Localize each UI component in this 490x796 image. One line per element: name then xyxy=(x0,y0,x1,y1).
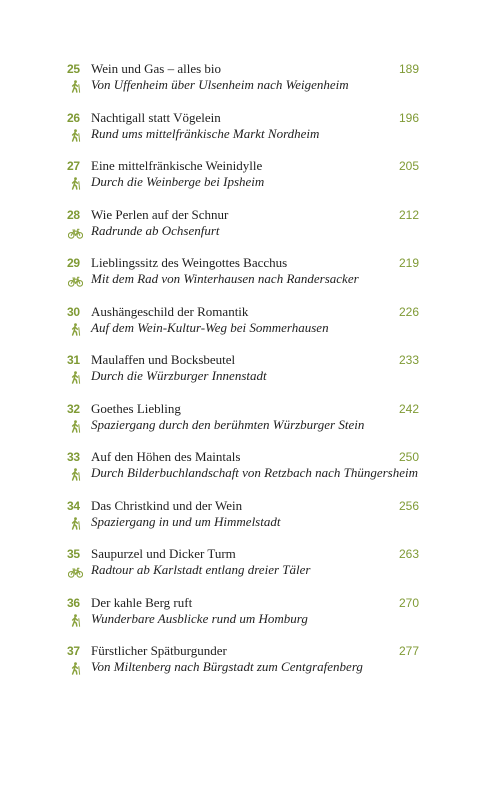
tour-number: 33 xyxy=(67,450,80,464)
tour-number: 25 xyxy=(67,62,80,76)
hiking-icon xyxy=(68,129,82,142)
tour-subtitle: Durch die Würzburger Innenstadt xyxy=(91,368,267,383)
page-number: 270 xyxy=(398,595,419,610)
tour-subtitle: Von Miltenberg nach Bürgstadt zum Centgrafenberg xyxy=(91,659,363,674)
tour-subtitle: Spaziergang in und um Himmelstadt xyxy=(91,513,281,529)
toc-entry[interactable] xyxy=(0,644,490,693)
tour-subtitle: Spaziergang durch den berühmten Würzburger Stein xyxy=(91,416,365,432)
toc-entry[interactable] xyxy=(0,62,490,111)
toc-entry[interactable] xyxy=(0,499,490,548)
hiking-icon xyxy=(68,371,82,384)
tour-number: 37 xyxy=(67,644,80,658)
toc-entry[interactable] xyxy=(0,305,490,354)
hiking-icon xyxy=(68,662,82,675)
toc-entry[interactable] xyxy=(0,256,490,305)
tour-number: 34 xyxy=(67,498,80,513)
tour-title: Aushängeschild der Romantik xyxy=(91,303,249,319)
tour-subtitle: Mit dem Rad von Winterhausen nach Randersacker xyxy=(91,271,359,286)
tour-number: 35 xyxy=(67,547,80,561)
hiking-icon xyxy=(68,323,82,336)
bicycle-icon xyxy=(68,274,82,287)
page-number: 250 xyxy=(398,450,419,464)
page-number: 196 xyxy=(398,110,419,125)
tour-number: 32 xyxy=(67,401,80,416)
tour-number: 27 xyxy=(67,159,80,173)
tour-title: Das Christkind und der Wein xyxy=(91,497,243,513)
tour-number: 36 xyxy=(67,595,80,610)
hiking-icon xyxy=(68,614,82,627)
tour-subtitle: Radtour ab Karlstadt entlang dreier Täler xyxy=(91,562,311,577)
tour-subtitle: Durch Bilderbuchlandschaft von Retzbach nach Thüngersheim xyxy=(91,465,418,480)
page-number: 256 xyxy=(398,498,419,513)
page-number: 277 xyxy=(398,644,419,658)
tour-subtitle: Auf dem Wein-Kultur-Weg bei Sommerhausen xyxy=(91,319,329,335)
hiking-icon xyxy=(68,420,82,433)
toc-entry[interactable] xyxy=(0,208,490,257)
toc-entry[interactable] xyxy=(0,596,490,645)
toc-entry[interactable] xyxy=(0,547,490,596)
tour-title: Maulaffen und Bocksbeutel xyxy=(91,352,236,367)
page-number: 242 xyxy=(398,401,419,416)
tour-subtitle: Wunderbare Ausblicke rund um Homburg xyxy=(91,610,308,626)
tour-title: Nachtigall statt Vögelein xyxy=(91,109,221,125)
tour-number: 30 xyxy=(67,304,80,319)
page-number: 219 xyxy=(398,256,419,270)
table-of-contents xyxy=(0,62,490,693)
hiking-icon xyxy=(68,80,82,93)
toc-entry[interactable] xyxy=(0,111,490,160)
page-number: 226 xyxy=(398,304,419,319)
page-number: 212 xyxy=(398,207,419,222)
page-number: 263 xyxy=(398,547,419,561)
toc-entry[interactable] xyxy=(0,402,490,451)
tour-title: Auf den Höhen des Maintals xyxy=(91,449,241,464)
toc-entry[interactable] xyxy=(0,353,490,402)
tour-title: Saupurzel und Dicker Turm xyxy=(91,546,236,561)
hiking-icon xyxy=(68,517,82,530)
tour-subtitle: Durch die Weinberge bei Ipsheim xyxy=(91,174,265,189)
tour-number: 28 xyxy=(67,207,80,222)
hiking-icon xyxy=(68,177,82,190)
page-number: 233 xyxy=(398,353,419,367)
page-number: 205 xyxy=(398,159,419,173)
tour-subtitle: Von Uffenheim über Ulsenheim nach Weigenheim xyxy=(91,77,349,92)
bicycle-icon xyxy=(68,226,82,239)
tour-title: Wein und Gas – alles bio xyxy=(91,61,222,76)
tour-title: Lieblingssitz des Weingottes Bacchus xyxy=(91,255,288,270)
page-number: 189 xyxy=(398,62,419,76)
toc-entry[interactable] xyxy=(0,159,490,208)
toc-entry[interactable] xyxy=(0,450,490,499)
bicycle-icon xyxy=(68,565,82,578)
hiking-icon xyxy=(68,468,82,481)
tour-title: Goethes Liebling xyxy=(91,400,181,416)
tour-title: Der kahle Berg ruft xyxy=(91,594,193,610)
tour-title: Fürstlicher Spätburgunder xyxy=(91,643,227,658)
tour-subtitle: Rund ums mittelfränkische Markt Nordheim xyxy=(91,125,320,141)
tour-title: Wie Perlen auf der Schnur xyxy=(91,206,229,222)
tour-subtitle: Radrunde ab Ochsenfurt xyxy=(91,222,220,238)
tour-number: 29 xyxy=(67,256,80,270)
tour-title: Eine mittelfränkische Weinidylle xyxy=(91,158,263,173)
tour-number: 31 xyxy=(67,353,80,367)
tour-number: 26 xyxy=(67,110,80,125)
